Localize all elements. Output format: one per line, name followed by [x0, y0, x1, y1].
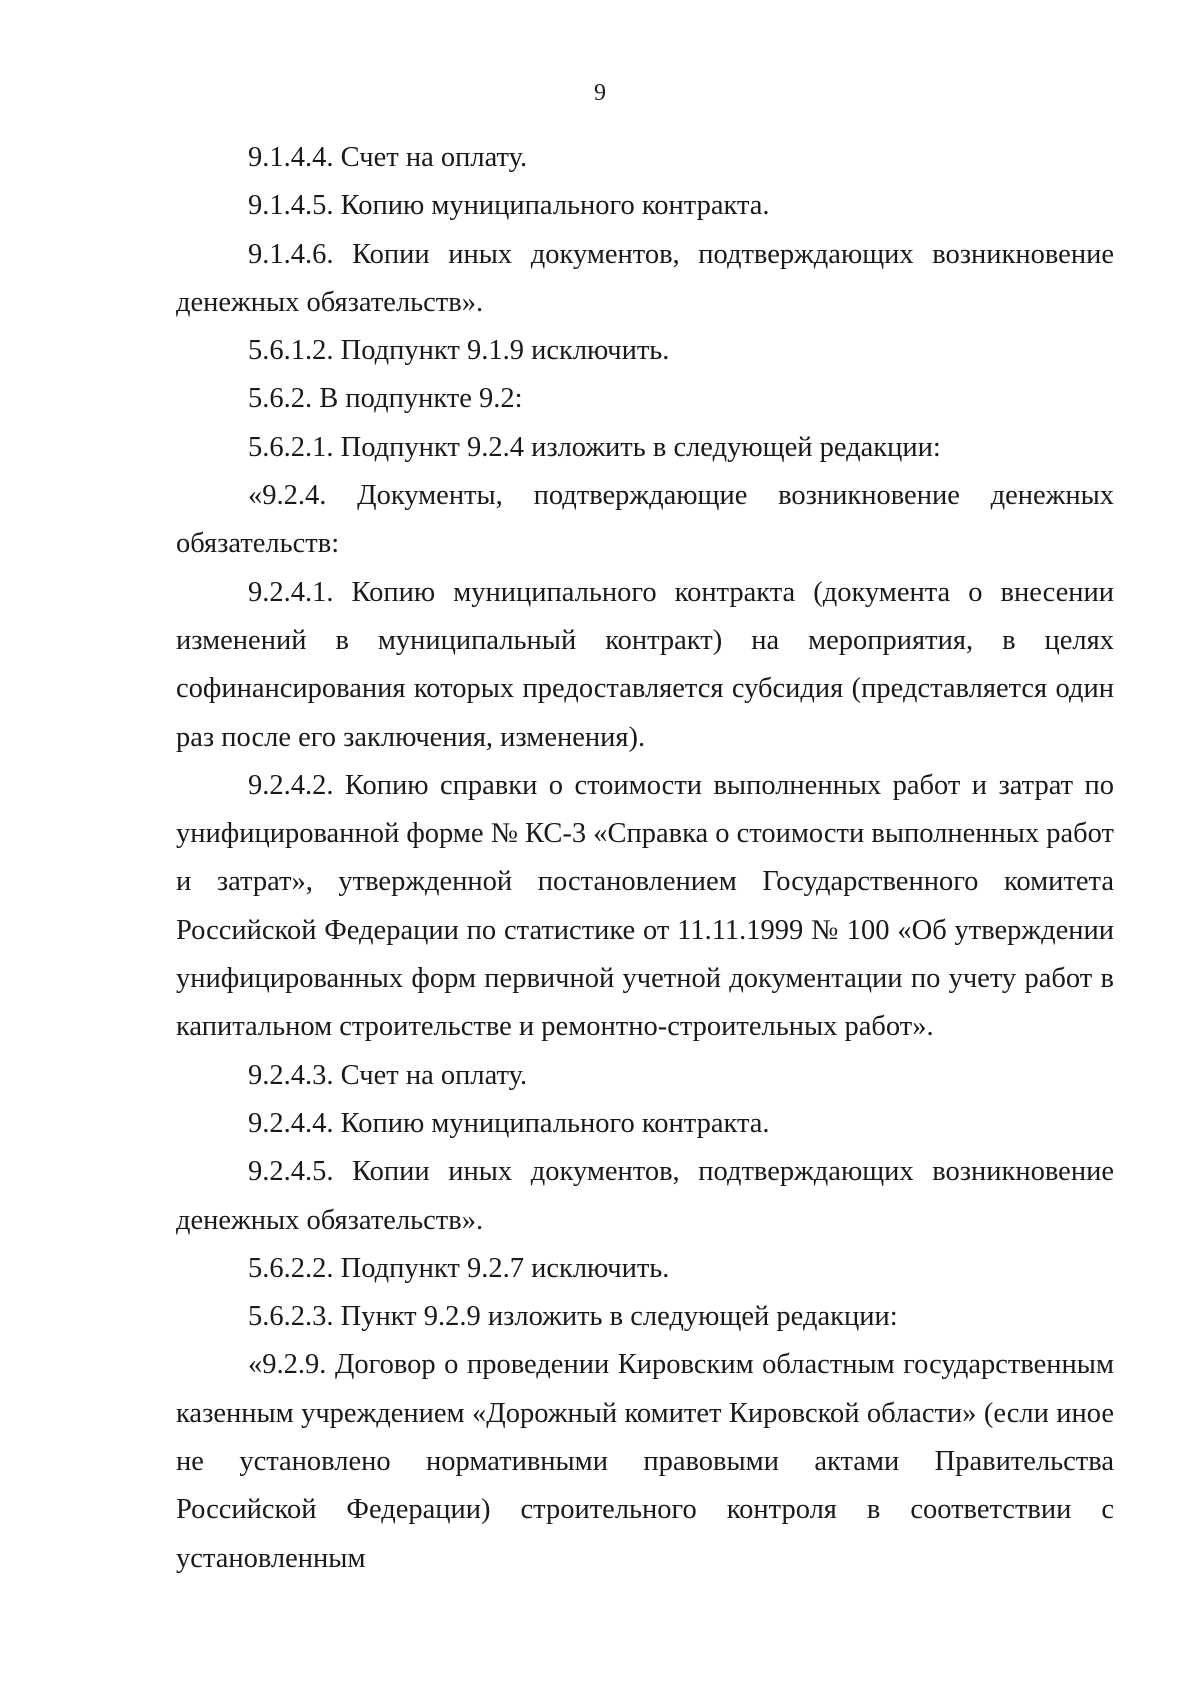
paragraph-9-2-4-2: 9.2.4.2. Копию справки о стоимости выполненных работ и затрат по унифицированной форме № КС-3 «Справка о стоимости выполненных работ и затрат», утвержденной постановлением Государственного комитета Российской Федерации по статистике от 11.11.1999 № 100 «Об утверждении унифицированных форм первичной учетной документации по учету работ в капитальном строительстве и ремонтно-строительных работ». — [176, 769, 1114, 1043]
document-body — [176, 134, 1114, 1583]
page-number: 9 — [594, 80, 606, 106]
paragraph-5-6-2-2: 5.6.2.2. Подпункт 9.2.7 исключить. — [248, 1252, 670, 1284]
paragraph-9-2-4-4: 9.2.4.4. Копию муниципального контракта. — [248, 1107, 770, 1139]
paragraph-9-2-4-1: 9.2.4.1. Копию муниципального контракта (документа о внесении изменений в муниципальный контракт) на мероприятия, в целях софинансирования которых предоставляется субсидия (представляется один раз после его заключения, изменения). — [176, 576, 1114, 753]
paragraph-9-2-4-3: 9.2.4.3. Счет на оплату. — [248, 1059, 528, 1091]
paragraph-5-6-2-1: 5.6.2.1. Подпункт 9.2.4 изложить в следующей редакции: — [248, 431, 941, 463]
paragraph-5-6-2-3: 5.6.2.3. Пункт 9.2.9 изложить в следующей редакции: — [248, 1301, 898, 1333]
paragraph-9-1-4-4: 9.1.4.4. Счет на оплату. — [248, 142, 528, 173]
paragraph-5-6-2: 5.6.2. В подпункте 9.2: — [248, 383, 523, 415]
paragraph-9-2-9: «9.2.9. Договор о проведении Кировским областным государственным казенным учреждением «Дорожный комитет Кировской области» (если иное не установлено нормативными правовыми актами Правительства Российской Федерации) строительного контроля в соответствии с установленным — [176, 1349, 1114, 1574]
paragraph-9-1-4-6: 9.1.4.6. Копии иных документов, подтверждающих возникновение денежных обязательств». — [176, 238, 1114, 318]
paragraph-9-2-4: «9.2.4. Документы, подтверждающие возникновение денежных обязательств: — [176, 480, 1114, 560]
paragraph-9-2-4-5: 9.2.4.5. Копии иных документов, подтверждающих возникновение денежных обязательств». — [176, 1156, 1114, 1236]
paragraph-5-6-1-2: 5.6.1.2. Подпункт 9.1.9 исключить. — [248, 335, 670, 367]
paragraph-9-1-4-5: 9.1.4.5. Копию муниципального контракта. — [248, 190, 770, 222]
